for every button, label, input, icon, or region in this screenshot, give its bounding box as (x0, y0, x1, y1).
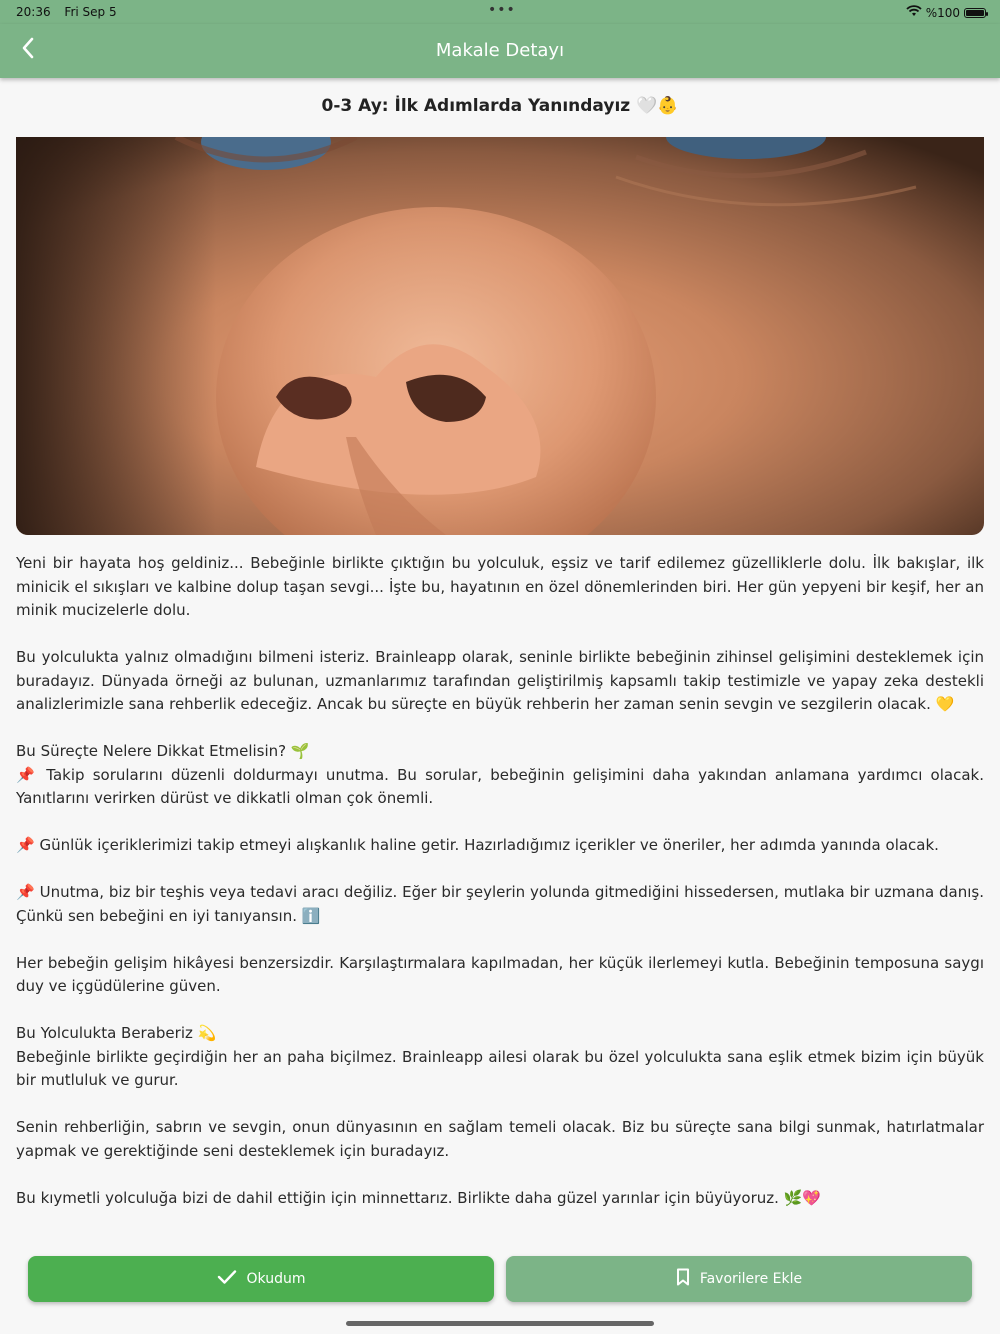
article-paragraph: 📌 Takip sorularını düzenli doldurmayı unutma. Bu sorular, bebeğinin gelişimini daha yakından anlamana yardımcı olacak. Yanıtlarını verirken dürüst ve dikkatli olman çok önemli. (16, 765, 984, 807)
article-body (16, 552, 984, 1234)
article-paragraph: Yeni bir hayata hoş geldiniz... Bebeğinle birlikte çıktığın bu yolculuk, eşsiz ve tarif edilemez güzelliklerle dolu. İlk bakışlar, ilk minicik el sıkışları ve kalbine dolup taşan sevgi... İşte bu, hayatının en özel dönemlerinden biri. Her gün yepyeni bir keşif, her an minik mucizelerle dolu. (16, 554, 984, 619)
page-title: Makale Detayı (435, 40, 565, 61)
check-icon (217, 1269, 237, 1289)
home-indicator[interactable] (346, 1321, 654, 1326)
mark-as-read-label: Okudum (246, 1271, 306, 1287)
status-time-date (16, 5, 127, 19)
battery-icon (964, 8, 986, 18)
article-paragraph: 📌 Günlük içeriklerimizi takip etmeyi alışkanlık haline getir. Hazırladığımız içerikler ve öneriler, her adımda yanında olacak. (16, 836, 939, 854)
navigation-bar (0, 24, 1000, 78)
status-bar (0, 0, 1000, 24)
add-to-favorites-label: Favorilere Ekle (699, 1271, 803, 1287)
article-paragraph: Bu yolculukta yalnız olmadığını bilmeni isteriz. Brainleapp olarak, seninle birlikte bebeğinin zihinsel gelişimini desteklemek için buradayız. Dünyada örneği az bulunan, uzmanlarımız tarafından geliştirilmiş kapsamlı takip testimizle ve yapay zeka destekli analizlerimizle sana rehberlik edeceğiz. Ancak bu süreçte en büyük rehberin her zaman senin sevgin ve sezgilerin olacak. 💛 (16, 648, 984, 713)
status-date: Fri Sep 5 (64, 5, 117, 19)
article-paragraph: Senin rehberliğin, sabrın ve sevgin, onun dünyasının en sağlam temeli olacak. Biz bu süreçte sana bilgi sunmak, hatırlatmalar yapmak ve gerektiğinde seni desteklemek için buradayız. (16, 1118, 984, 1160)
article-paragraph: Bebeğinle birlikte geçirdiğin her an paha biçilmez. Brainleapp ailesi olarak bu özel yolculukta sana eşlik etmek bizim için büyük bir mutluluk ve gurur. (16, 1047, 984, 1089)
status-indicators (906, 5, 986, 20)
section-heading: Bu Süreçte Nelere Dikkat Etmelisin? 🌱 (16, 742, 310, 760)
mark-as-read-button[interactable] (28, 1256, 494, 1302)
article-hero-image (16, 137, 984, 535)
battery-percent: %100 (925, 5, 960, 20)
add-to-favorites-button[interactable] (506, 1256, 972, 1302)
status-time: 20:36 (16, 5, 51, 19)
article-paragraph: 📌 Unutma, biz bir teşhis veya tedavi aracı değiliz. Eğer bir şeylerin yolunda gitmediğini hissedersen, mutlaka bir uzmana danış. Çünkü sen bebeğini en iyi tanıyansın. ℹ️ (16, 883, 984, 925)
article-title: 0-3 Ay: İlk Adımlarda Yanındayız 🤍👶 (321, 96, 679, 116)
bookmark-icon (676, 1268, 690, 1290)
wifi-icon (906, 5, 922, 20)
section-heading: Bu Yolculukta Beraberiz 💫 (16, 1024, 217, 1042)
article-paragraph: Her bebeğin gelişim hikâyesi benzersizdir. Karşılaştırmalara kapılmadan, her küçük ilerlemeyi kutla. Bebeğinin temposuna saygı duy ve içgüdülerine güven. (16, 953, 984, 995)
multitasking-dots[interactable]: ••• (488, 2, 516, 18)
article-paragraph: Bu kıymetli yolculuğa bizi de dahil ettiğin için minnettarız. Birlikte daha güzel yarınlar için büyüyoruz. 🌿💖 (16, 1188, 822, 1207)
